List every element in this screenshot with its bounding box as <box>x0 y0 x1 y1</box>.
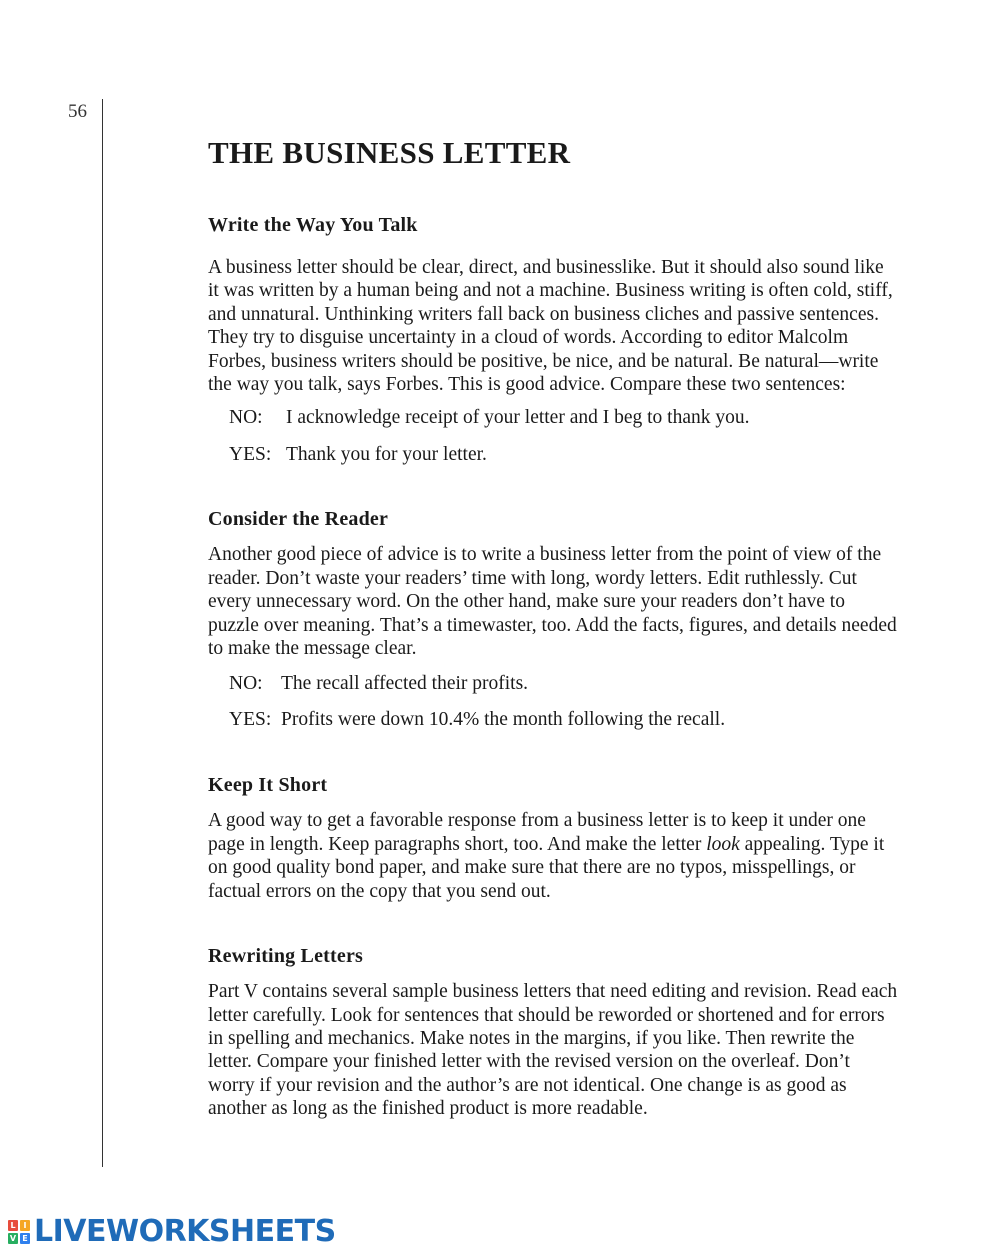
emphasis-text: look <box>706 833 740 855</box>
page-number: 56 <box>68 101 87 122</box>
page-content <box>208 134 898 1121</box>
example-tag-no: NO: <box>229 673 263 695</box>
page-title: THE BUSINESS LETTER <box>208 135 571 170</box>
example-text: Thank you for your letter. <box>286 444 487 466</box>
logo-block: I <box>20 1220 30 1231</box>
logo-text: LIVEWORKSHEETS <box>34 1214 336 1249</box>
liveworksheets-logo[interactable] <box>8 1214 336 1249</box>
section-heading-write-the-way-you-talk: Write the Way You Talk <box>208 214 418 236</box>
example-no-2 <box>208 672 898 696</box>
example-text: Profits were down 10.4% the month following the recall. <box>281 709 726 731</box>
example-text: I acknowledge receipt of your letter and I beg to thank you. <box>286 407 750 429</box>
logo-block: V <box>9 1233 17 1243</box>
section-body-write-the-way-you-talk: A business letter should be clear, direct, and businesslike. But it should also sound like it was written by a human being and not a machine. Business writing is often cold, stiff, and unnatural. Unthinking writers fall back on business cliches and passive sentences. They try to disguise uncertainty in a cloud of words. According to editor Malcolm Forbes, business writers should be positive, be nice, and be natural. Be natural—write the way you talk, says Forbes. This is good advice. Compare these two sentences: <box>208 257 893 396</box>
body-text: appealing. Type it on good quality bond paper, and make sure that there are no typos, misspellings, or factual errors on the copy that you send out. <box>208 833 885 902</box>
body-text: A good way to get a favorable response from a business letter is to keep it under one page in length. Keep paragraphs short, too. And make the letter <box>208 810 866 855</box>
logo-mark-icon <box>8 1220 30 1244</box>
example-tag-yes: YES: <box>229 444 272 466</box>
logo-block: E <box>20 1233 30 1244</box>
example-yes-1 <box>208 443 898 467</box>
margin-rule <box>102 99 103 1167</box>
example-text: The recall affected their profits. <box>281 673 529 695</box>
section-heading-keep-it-short: Keep It Short <box>208 774 328 797</box>
section-heading-rewriting-letters: Rewriting Letters <box>208 945 364 968</box>
section-heading-consider-the-reader: Consider the Reader <box>208 508 389 531</box>
section-body-consider-the-reader: Another good piece of advice is to write a business letter from the point of view of the reader. Don’t waste your readers’ time with long, wordy letters. Edit ruthlessly. Cut every unnecessary word. On the other hand, make sure your readers don’t have to puzzle over meaning. That’s a timewaster, too. Add the facts, figures, and details needed to make the message clear. <box>208 544 897 660</box>
example-tag-yes: YES: <box>229 709 272 731</box>
example-no-1 <box>208 406 898 430</box>
example-yes-2 <box>208 708 898 732</box>
logo-block: L <box>8 1220 18 1231</box>
example-tag-no: NO: <box>229 407 263 429</box>
section-body-rewriting-letters: Part V contains several sample business letters that need editing and revision. Read each letter carefully. Look for sentences that should be reworded or shortened and for errors in spelling and mechanics. Make notes in the margins, if you like. Then rewrite the letter. Compare your finished letter with the revised version on the overleaf. Don’t worry if your revision and the author’s are not identical. One change is as good as another as long as the finished product is more readable. <box>208 981 898 1120</box>
section-body-keep-it-short <box>208 809 898 903</box>
